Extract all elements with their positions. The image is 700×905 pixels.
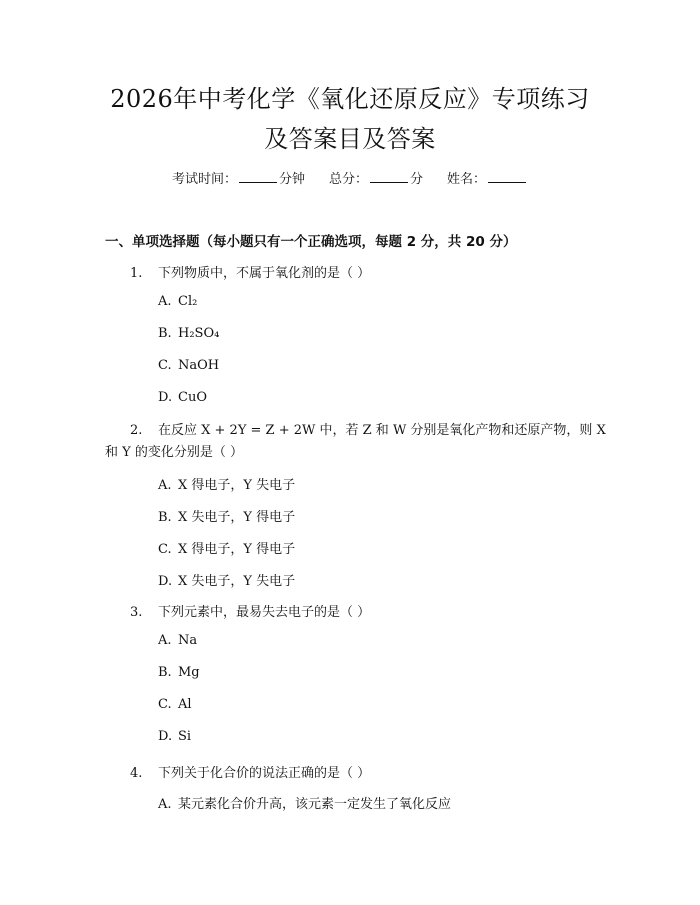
- option-text: CuO: [178, 390, 207, 405]
- option-text: Na: [178, 633, 198, 648]
- option-label: B.: [158, 665, 172, 680]
- question-number: 4.: [130, 766, 143, 781]
- option-3b: [158, 665, 200, 680]
- name-blank: [488, 171, 526, 183]
- option-2c: [158, 538, 295, 557]
- option-text: Al: [178, 697, 192, 712]
- option-label: A.: [158, 478, 172, 493]
- time-unit: 分钟: [278, 172, 305, 187]
- option-1a: [158, 294, 197, 309]
- question-stem: 下列物质中，不属于氧化剂的是（ ）: [158, 266, 371, 281]
- option-text: X 失电子，Y 失电子: [178, 574, 296, 589]
- question-3: [130, 601, 370, 620]
- option-1b: [158, 326, 219, 341]
- score-blank: [370, 171, 408, 183]
- question-stem: 下列关于化合价的说法正确的是（ ）: [158, 766, 371, 781]
- name-label: 姓名：: [447, 172, 487, 187]
- option-3a: [158, 633, 197, 648]
- question-stem: 在反应 X + 2Y = Z + 2W 中，若 Z 和 W 分别是氧化产物和还原产物，则 X: [158, 423, 606, 438]
- document-title-line2: 及答案目及答案: [264, 125, 436, 153]
- question-number: 2.: [130, 423, 143, 438]
- option-text: X 得电子，Y 失电子: [178, 478, 296, 493]
- time-label: 考试时间：: [171, 172, 237, 187]
- option-label: A.: [158, 294, 172, 309]
- option-label: D.: [158, 574, 173, 589]
- question-2-continuation: [105, 441, 243, 460]
- question-stem: 下列元素中，最易失去电子的是（ ）: [158, 605, 371, 620]
- question-1: [130, 262, 370, 281]
- option-2d: [158, 570, 295, 589]
- option-label: D.: [158, 729, 173, 744]
- question-stem-continued: 和 Y 的变化分别是（ ）: [105, 445, 243, 460]
- option-text: 某元素化合价升高，该元素一定发生了氧化反应: [178, 797, 452, 812]
- option-label: B.: [158, 326, 172, 341]
- option-2a: [158, 474, 295, 493]
- option-3d: [158, 729, 191, 744]
- option-1c: [158, 358, 219, 373]
- time-blank: [239, 171, 277, 183]
- option-label: C.: [158, 358, 172, 373]
- question-2: [130, 419, 606, 438]
- exam-info-line: [0, 168, 700, 187]
- option-label: A.: [158, 797, 172, 812]
- section-heading: 一、单项选择题（每小题只有一个正确选项，每题 2 分，共 20 分）: [105, 234, 517, 250]
- option-text: X 得电子，Y 得电子: [178, 542, 296, 557]
- question-4: [130, 762, 370, 781]
- document-title-line1: 2026年中考化学《氧化还原反应》专项练习: [110, 85, 590, 113]
- question-number: 3.: [130, 605, 143, 620]
- question-number: 1.: [130, 266, 143, 281]
- option-label: D.: [158, 390, 173, 405]
- option-label: A.: [158, 633, 172, 648]
- option-label: C.: [158, 542, 172, 557]
- score-unit: 分: [410, 172, 424, 187]
- option-2b: [158, 506, 295, 525]
- option-text: Mg: [178, 665, 200, 680]
- option-label: C.: [158, 697, 172, 712]
- option-text: Si: [178, 729, 192, 744]
- option-text: H₂SO₄: [178, 326, 220, 341]
- option-text: NaOH: [178, 358, 220, 373]
- option-text: X 失电子，Y 得电子: [178, 510, 296, 525]
- option-4a: [158, 793, 451, 812]
- option-3c: [158, 697, 192, 712]
- option-label: B.: [158, 510, 172, 525]
- option-text: Cl₂: [178, 294, 198, 309]
- option-1d: [158, 390, 207, 405]
- score-label: 总分：: [328, 172, 368, 187]
